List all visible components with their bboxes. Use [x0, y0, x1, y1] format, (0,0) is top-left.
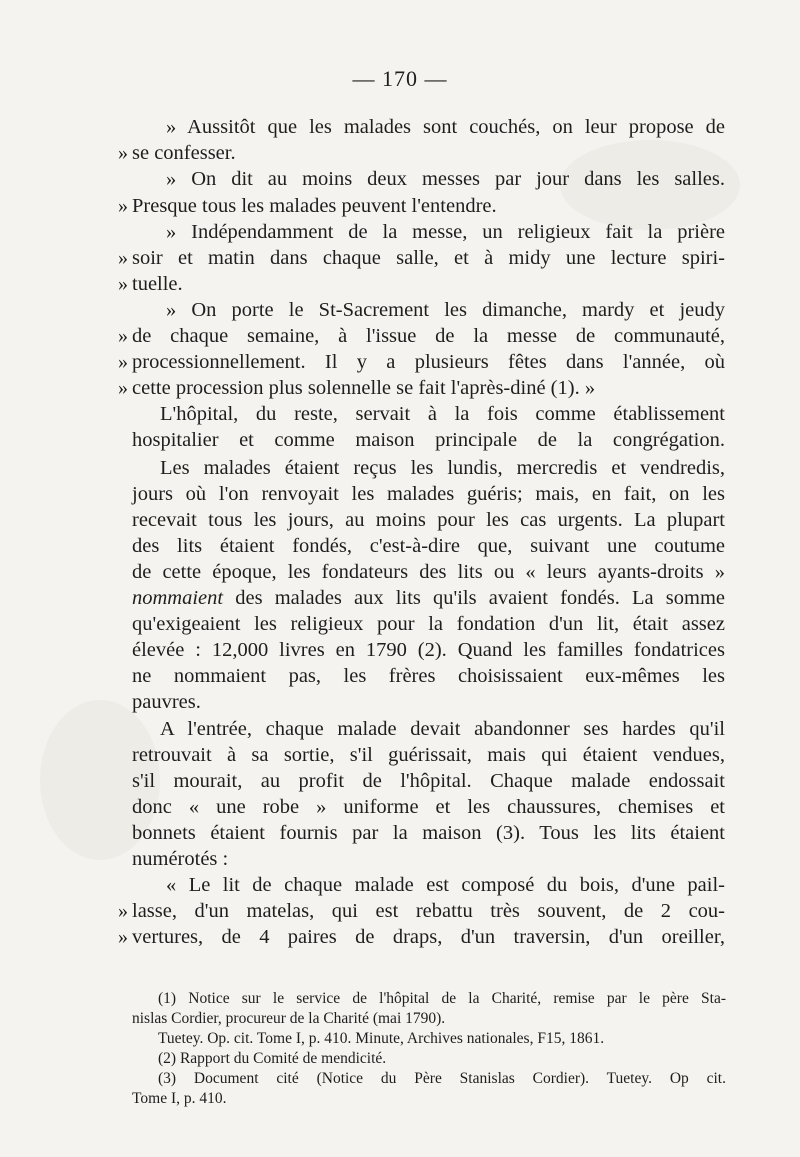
- quote-mark: »: [118, 377, 128, 399]
- emphasis-word: nommaient: [132, 587, 224, 609]
- text-line: s'il mourait, au profit de l'hôpital. Chaque malade endossait: [132, 770, 725, 792]
- text-line: lasse, d'un matelas, qui est rebattu très souvent, de 2 cou-: [132, 900, 725, 922]
- text-line: jours où l'on renvoyait les malades guéris; mais, en fait, on les: [132, 483, 725, 505]
- text-line: Les malades étaient reçus les lundis, mercredis et vendredis,: [160, 457, 725, 479]
- text-line: » On porte le St-Sacrement les dimanche, mardy et jeudy: [166, 299, 725, 321]
- quote-mark: »: [118, 900, 128, 922]
- text-line: vertures, de 4 paires de draps, d'un traversin, d'un oreiller,: [132, 926, 725, 948]
- text-line: se confesser.: [132, 142, 236, 164]
- text-line: » On dit au moins deux messes par jour dans les salles.: [166, 168, 725, 190]
- text-line: pauvres.: [132, 691, 201, 713]
- quote-mark: »: [118, 142, 128, 164]
- text-line-rest: des malades aux lits qu'ils avaient fondés. La somme: [223, 587, 725, 609]
- footnote-line: nislas Cordier, procureur de la Charité (mai 1790).: [132, 1010, 446, 1027]
- quote-mark: »: [118, 273, 128, 295]
- footnote-line: (3) Document cité (Notice du Père Stanislas Cordier). Tuetey. Op cit.: [158, 1070, 726, 1087]
- text-line: recevait tous les jours, au moins pour les cas urgents. La plupart: [132, 509, 725, 531]
- text-line: A l'entrée, chaque malade devait abandonner ses hardes qu'il: [160, 718, 725, 740]
- text-line: de cette époque, les fondateurs des lits ou « leurs ayants-droits »: [132, 561, 725, 583]
- footnote-line: Tome I, p. 410.: [132, 1090, 227, 1107]
- text-line: L'hôpital, du reste, servait à la fois comme établissement: [160, 403, 725, 425]
- quote-mark: »: [118, 926, 128, 948]
- text-line: numérotés :: [132, 848, 229, 870]
- text-line: Presque tous les malades peuvent l'entendre.: [132, 195, 497, 217]
- footnote-line: (2) Rapport du Comité de mendicité.: [158, 1050, 387, 1067]
- text-line: ne nommaient pas, les frères choisissaient eux-mêmes les: [132, 665, 725, 687]
- page-number: — 170 —: [352, 66, 448, 91]
- text-line: cette procession plus solennelle se fait l'après-diné (1). »: [132, 377, 596, 399]
- text-line: de chaque semaine, à l'issue de la messe de communauté,: [132, 325, 725, 347]
- text-line: hospitalier et comme maison principale de la congrégation.: [132, 429, 725, 451]
- text-line: soir et matin dans chaque salle, et à midy une lecture spiri-: [132, 247, 725, 269]
- text-line: des lits étaient fondés, c'est-à-dire que, suivant une coutume: [132, 535, 725, 557]
- text-line: » Indépendamment de la messe, un religieux fait la prière: [166, 221, 725, 243]
- text-line: » Aussitôt que les malades sont couchés, on leur propose de: [166, 116, 725, 138]
- quote-mark: »: [118, 195, 128, 217]
- quote-mark: »: [118, 351, 128, 373]
- footnote-line: (1) Notice sur le service de l'hôpital de la Charité, remise par le père Sta-: [158, 990, 726, 1007]
- text-line: bonnets étaient fournis par la maison (3). Tous les lits étaient: [132, 822, 725, 844]
- text-line: tuelle.: [132, 273, 183, 295]
- quote-mark: »: [118, 325, 128, 347]
- footnote-line: Tuetey. Op. cit. Tome I, p. 410. Minute, Archives nationales, F15, 1861.: [158, 1030, 605, 1047]
- text-line: [132, 585, 725, 611]
- text-line: donc « une robe » uniforme et les chaussures, chemises et: [132, 796, 725, 818]
- text-line: retrouvait à sa sortie, s'il guérissait, mais qui étaient vendues,: [132, 744, 725, 766]
- text-line: qu'exigeaient les religieux pour la fondation d'un lit, était assez: [132, 613, 725, 635]
- quote-mark: »: [118, 247, 128, 269]
- text-line: « Le lit de chaque malade est composé du bois, d'une pail-: [166, 874, 725, 896]
- text-line: processionnellement. Il y a plusieurs fêtes dans l'année, où: [132, 351, 725, 373]
- text-line: élevée : 12,000 livres en 1790 (2). Quand les familles fondatrices: [132, 639, 725, 661]
